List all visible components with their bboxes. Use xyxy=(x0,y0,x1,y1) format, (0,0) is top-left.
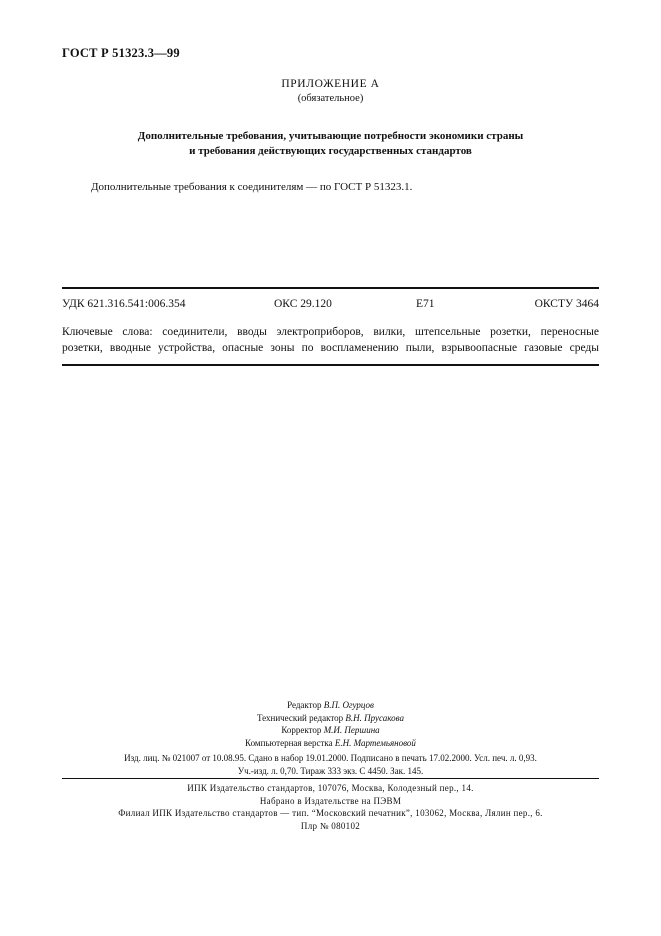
layout-name: Е.Н. Мартемьяновой xyxy=(334,737,416,748)
print-info-line-1: Изд. лиц. № 021007 от 10.08.95. Сдано в набор 19.01.2000. Подписано в печать 17.02.2000. Усл. печ. л. 0,93. xyxy=(124,753,537,763)
publisher-line-4: Плр № 080102 xyxy=(300,820,361,831)
publisher-block xyxy=(0,782,661,832)
tech-editor-label: Технический редактор xyxy=(256,712,344,723)
editor-name: В.П. Огурцов xyxy=(323,700,374,710)
credit-corrector xyxy=(0,724,661,737)
print-info-line-2: Уч.-изд. л. 0,70. Тираж 333 экз. С 4450. Зак. 145. xyxy=(237,765,424,776)
okstu-code: ОКСТУ 3464 xyxy=(534,298,599,310)
appendix-heading: ПРИЛОЖЕНИЕ А xyxy=(281,78,380,90)
keywords-line-1: Ключевые слова: соединители, вводы электроприборов, вилки, штепсельные розетки, переносные xyxy=(62,326,599,338)
keywords xyxy=(62,324,599,356)
publisher-rule xyxy=(62,778,599,779)
publisher-line-2: Набрано в Издательстве на ПЭВМ xyxy=(259,795,402,806)
credit-editor xyxy=(0,699,661,712)
document-code: ГОСТ Р 51323.3—99 xyxy=(62,46,180,60)
publisher-line-3: Филиал ИПК Издательство стандартов — тип. “Московский печатник”, 103062, Москва, Лялин пер., 6. xyxy=(118,808,543,818)
publisher-line-1: ИПК Издательство стандартов, 107076, Москва, Колодезный пер., 14. xyxy=(187,783,474,793)
corrector-name: М.И. Першина xyxy=(323,725,380,735)
credits-block xyxy=(0,699,661,749)
credit-tech-editor xyxy=(0,712,661,725)
corrector-label: Корректор xyxy=(281,725,322,735)
udk-code: УДК 621.316.541:006.354 xyxy=(62,298,186,310)
keywords-line-2: розетки, вводные устройства, опасные зоны по воспламенению пыли, взрывоопасные газовые среды xyxy=(62,342,599,354)
print-info xyxy=(0,752,661,777)
editor-label: Редактор xyxy=(287,700,322,710)
appendix-body: Дополнительные требования к соединителям — по ГОСТ Р 51323.1. xyxy=(91,181,413,193)
tech-editor-name: В.Н. Прусакова xyxy=(345,712,405,723)
credit-layout xyxy=(0,737,661,750)
appendix-title xyxy=(0,129,661,159)
oks-code: ОКС 29.120 xyxy=(274,298,332,310)
layout-label: Компьютерная верстка xyxy=(245,737,333,748)
appendix-title-line-1: Дополнительные требования, учитывающие потребности экономики страны xyxy=(137,130,524,142)
appendix-status: (обязательное) xyxy=(297,93,364,104)
top-rule xyxy=(62,287,599,289)
group-code: Е71 xyxy=(416,298,435,310)
bottom-rule xyxy=(62,364,599,366)
appendix-title-line-2: и требования действующих государственных стандартов xyxy=(189,145,472,157)
